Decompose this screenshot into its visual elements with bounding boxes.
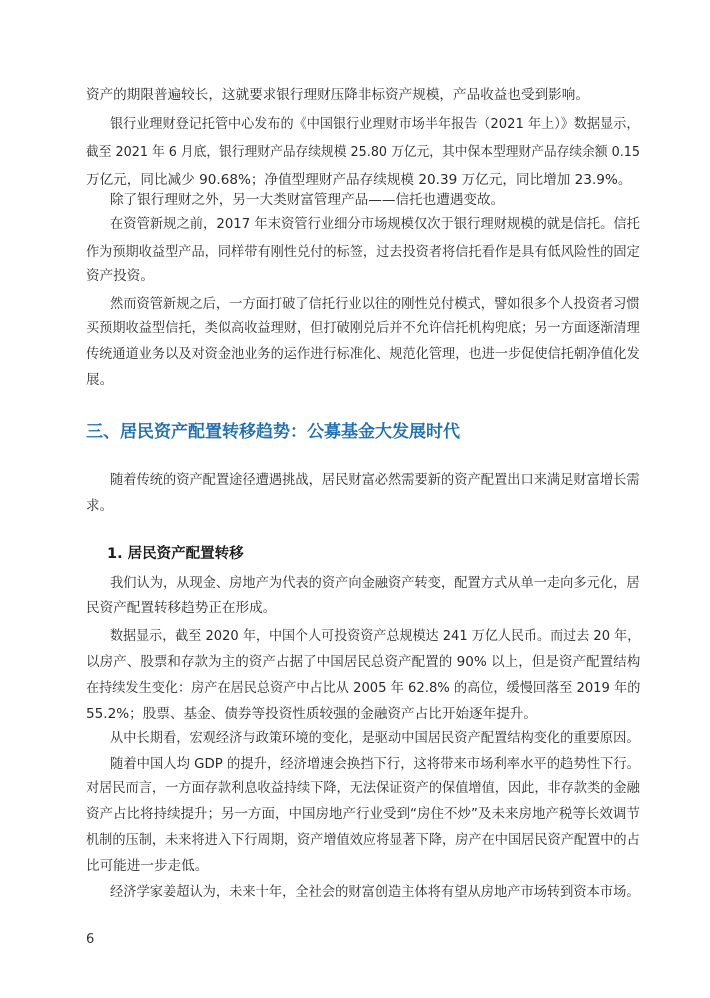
- body-line: 传统通道业务以及对资金池业务的运作进行标准化、规范化管理，也进一步促使信托朝净值化发: [86, 346, 640, 362]
- body-line: 资产投资。: [86, 268, 154, 284]
- body-line: 在资管新规之前，2017 年末资管行业细分市场规模仅次于银行理财规模的就是信托。信托: [110, 216, 640, 232]
- body-line: 银行业理财登记托管中心发布的《中国银行业理财市场半年报告（2021 年上）》数据显示，: [110, 116, 640, 132]
- body-line: 在持续发生变化：房产在居民总资产中占比从 2005 年 62.8% 的高位，缓慢回落至 2019 年的: [86, 680, 641, 696]
- body-line: 比可能进一步走低。: [86, 858, 209, 874]
- body-line: 对居民而言，一方面存款利息收益持续下降，无法保证资产的保值增值，因此，非存款类的金融: [86, 780, 640, 796]
- body-line: 作为预期收益型产品，同样带有刚性兑付的标签，过去投资者将信托看作是具有低风险性的固定: [86, 244, 640, 260]
- body-line: 经济学家姜超认为，未来十年，全社会的财富创造主体将有望从房地产市场转到资本市场。: [110, 884, 640, 900]
- body-line: 资产占比将持续提升；另一方面，中国房地产行业受到“房住不炒”及未来房地产税等长效调节: [86, 806, 640, 822]
- body-line: 数据显示，截至 2020 年，中国个人可投资资产总规模达 241 万亿人民币。而过去 20 年，: [110, 628, 641, 644]
- body-line: 截至 2021 年 6 月底，银行理财产品存续规模 25.80 万亿元，其中保本型理财产品存续余额 0.15: [86, 144, 641, 160]
- body-line: 求。: [86, 498, 114, 514]
- body-line: 从中长期看，宏观经济与政策环境的变化，是驱动中国居民资产配置结构变化的重要原因。: [110, 730, 640, 746]
- body-line: 我们认为，从现金、房地产为代表的资产向金融资产转变，配置方式从单一走向多元化，居: [110, 575, 640, 591]
- body-line: 然而资管新规之后，一方面打破了信托行业以往的刚性兑付模式，譬如很多个人投资者习惯: [110, 296, 640, 312]
- body-line: 55.2%；股票、基金、债券等投资性质较强的金融资产占比开始逐年提升。: [86, 706, 537, 722]
- body-line: 民资产配置转移趋势正在形成。: [86, 600, 277, 616]
- body-line: 万亿元，同比减少 90.68%；净值型理财产品存续规模 20.39 万亿元，同比增加 23.9%。: [86, 172, 632, 188]
- section-title: 三、居民资产配置转移趋势：公募基金大发展时代: [86, 422, 460, 442]
- body-line: 除了银行理财之外，另一大类财富管理产品——信托也遭遇变故。: [110, 192, 505, 208]
- body-line: 随着传统的资产配置途径遭遇挑战，居民财富必然需要新的资产配置出口来满足财富增长需: [110, 472, 640, 488]
- page-number: 6: [86, 932, 95, 947]
- body-line: 资产的期限普遍较长，这就要求银行理财压降非标资产规模，产品收益也受到影响。: [86, 87, 589, 103]
- subsection-title: 1. 居民资产配置转移: [107, 546, 244, 562]
- body-line: 以房产、股票和存款为主的资产占据了中国居民总资产配置的 90% 以上，但是资产配置结构: [86, 654, 641, 670]
- body-line: 买预期收益型信托，类似高收益理财，但打破刚兑后并不允许信托机构兜底；另一方面逐渐清理: [86, 320, 640, 336]
- body-line: 机制的压制，未来将进入下行周期，资产增值效应将显著下降，房产在中国居民资产配置中的占: [86, 832, 640, 848]
- body-line: 展。: [86, 372, 114, 388]
- body-line: 随着中国人均 GDP 的提升，经济增速会换挡下行，这将带来市场利率水平的趋势性下行。: [110, 756, 640, 772]
